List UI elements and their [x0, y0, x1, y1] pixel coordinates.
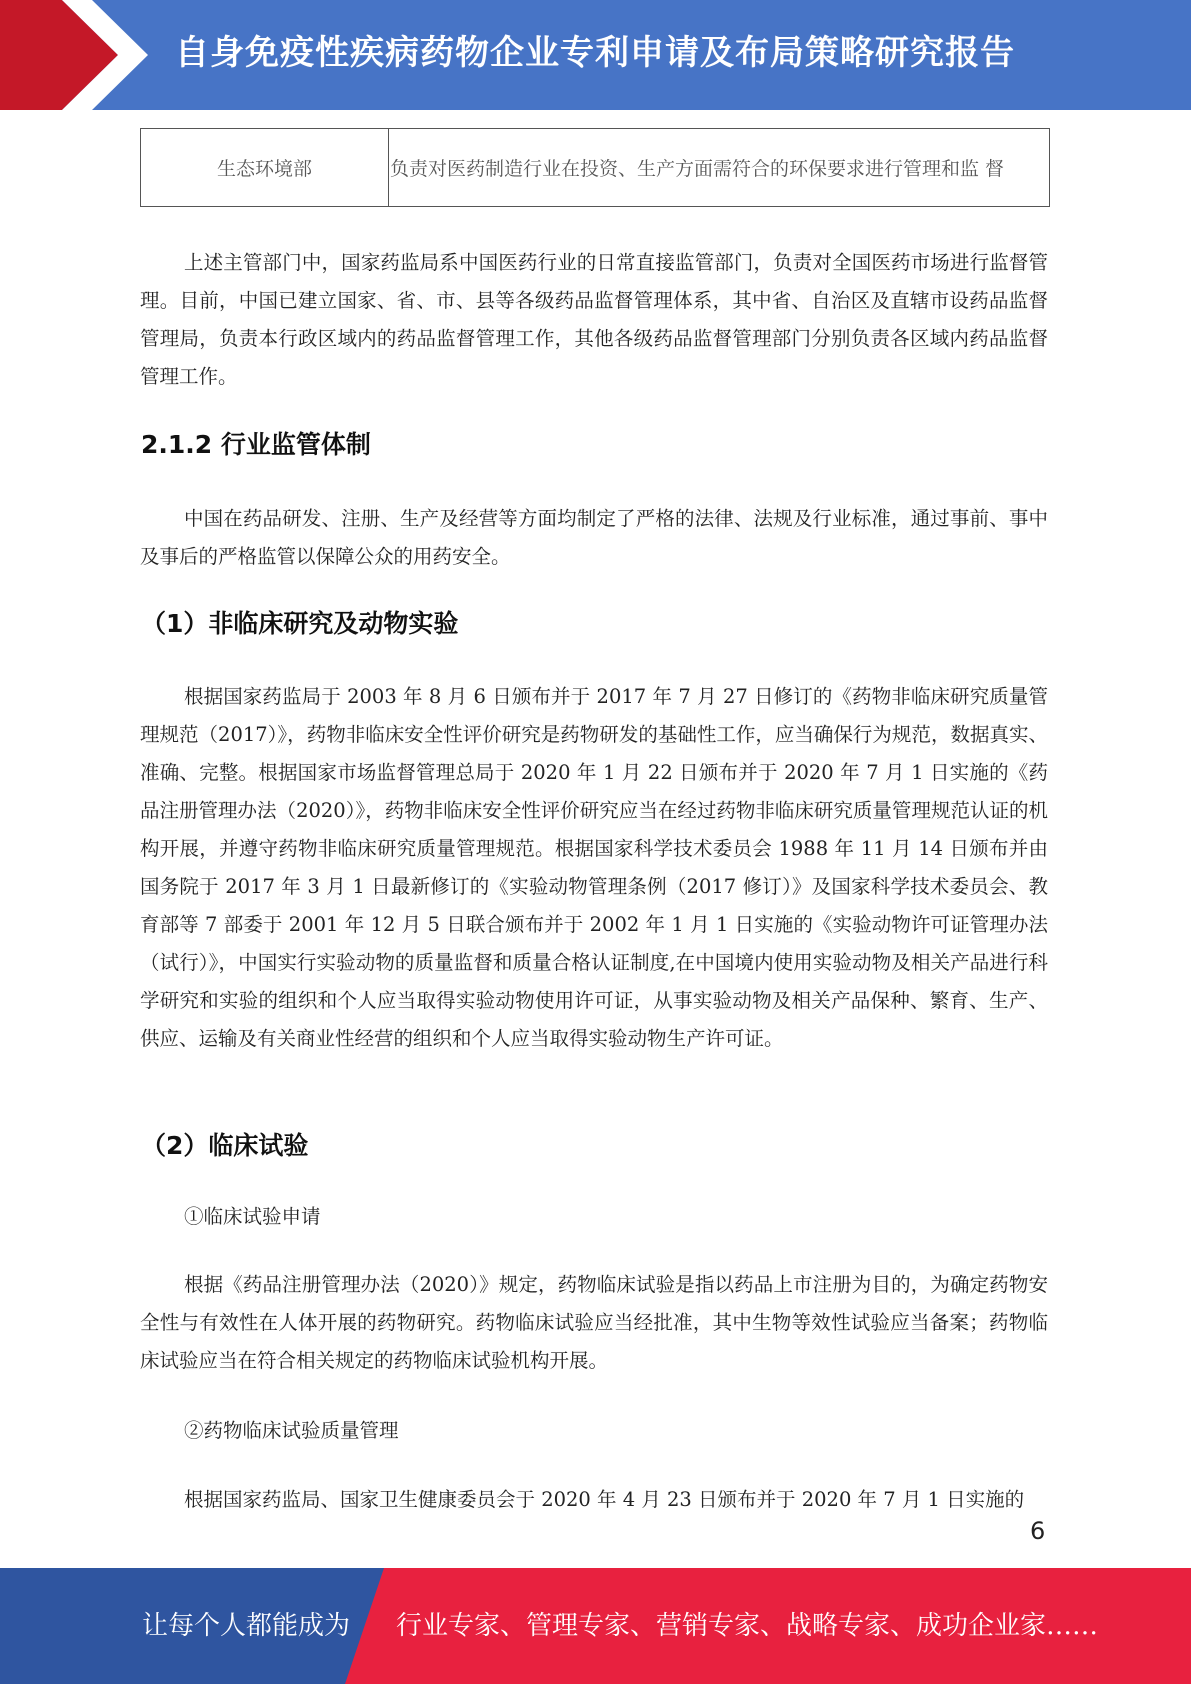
item-clinical-application: ①临床试验申请: [184, 1205, 321, 1228]
department-table: [140, 128, 1050, 207]
department-cell: 生态环境部: [141, 129, 389, 207]
page-header: [0, 0, 1191, 110]
page-footer: [0, 1568, 1191, 1684]
page-number: 6: [1030, 1517, 1046, 1545]
footer-slogan-left: 让每个人都能成为: [142, 1611, 351, 1641]
paragraph-regulators: 上述主管部门中，国家药监局系中国医药行业的日常直接监管部门，负责对全国医药市场进行监督管理。目前，中国已建立国家、省、市、县等各级药品监督管理体系，其中省、自治区及直辖市设药品监督管理局，负责本行政区域内的药品监督管理工作，其他各级药品监督管理部门分别负责各区域内药品监督管理工作。: [140, 251, 1048, 388]
report-title: 自身免疫性疾病药物企业专利申请及布局策略研究报告: [175, 33, 1015, 73]
paragraph-regulation-overview: 中国在药品研发、注册、生产及经营等方面均制定了严格的法律、法规及行业标准，通过事前、事中及事后的严格监管以保障公众的用药安全。: [140, 507, 1048, 568]
item-clinical-quality: ②药物临床试验质量管理: [184, 1419, 399, 1442]
subsection-heading-nonclinical: （1）非临床研究及动物实验: [141, 609, 459, 638]
subsection-heading-clinical: （2）临床试验: [141, 1131, 309, 1160]
paragraph-clinical-application: 根据《药品注册管理办法（2020）》规定，药物临床试验是指以药品上市注册为目的，为确定药物安全性与有效性在人体开展的药物研究。药物临床试验应当经批准，其中生物等效性试验应当备案；药物临床试验应当在符合相关规定的药物临床试验机构开展。: [140, 1273, 1048, 1372]
paragraph-clinical-quality: 根据国家药监局、国家卫生健康委员会于 2020 年 4 月 23 日颁布并于 2020 年 7 月 1 日实施的: [184, 1488, 1025, 1511]
header-chevron-decoration: [0, 0, 160, 110]
section-heading-2-1-2: 2.1.2 行业监管体制: [141, 430, 371, 459]
paragraph-nonclinical: 根据国家药监局于 2003 年 8 月 6 日颁布并于 2017 年 7 月 27 日修订的《药物非临床研究质量管理规范（2017）》，药物非临床安全性评价研究是药物研发的基础性工作，应当确保行为规范，数据真实、准确、完整。根据国家市场监督管理总局于 2020 年 1 月 22 日颁布并于 2020 年 7 月 1 日实施的《药品注册管理办法（2020）》，药物非临床安全性评价研究应当在经过药物非临床研究质量管理规范认证的机构开展，并遵守药物非临床研究质量管理规范。根据国家科学技术委员会 1988 年 11 月 14 日颁布并由国务院于 2017 年 3 月 1 日最新修订的《实验动物管理条例（2017 修订）》及国家科学技术委员会、教育部等 7 部委于 2001 年 12 月 5 日联合颁布并于 2002 年 1 月 1 日实施的《实验动物许可证管理办法（试行）》，中国实行实验动物的质量监督和质量合格认证制度,在中国境内使用实验动物及相关产品进行科学研究和实验的组织和个人应当取得实验动物使用许可证，从事实验动物及相关产品保种、繁育、生产、供应、运输及有关商业性经营的组织和个人应当取得实验动物生产许可证。: [140, 685, 1048, 1050]
table-row: [141, 129, 1050, 207]
footer-slogan-right: 行业专家、管理专家、营销专家、战略专家、成功企业家……: [396, 1611, 1099, 1641]
duty-cell: 负责对医药制造行业在投资、生产方面需符合的环保要求进行管理和监 督: [389, 129, 1050, 207]
